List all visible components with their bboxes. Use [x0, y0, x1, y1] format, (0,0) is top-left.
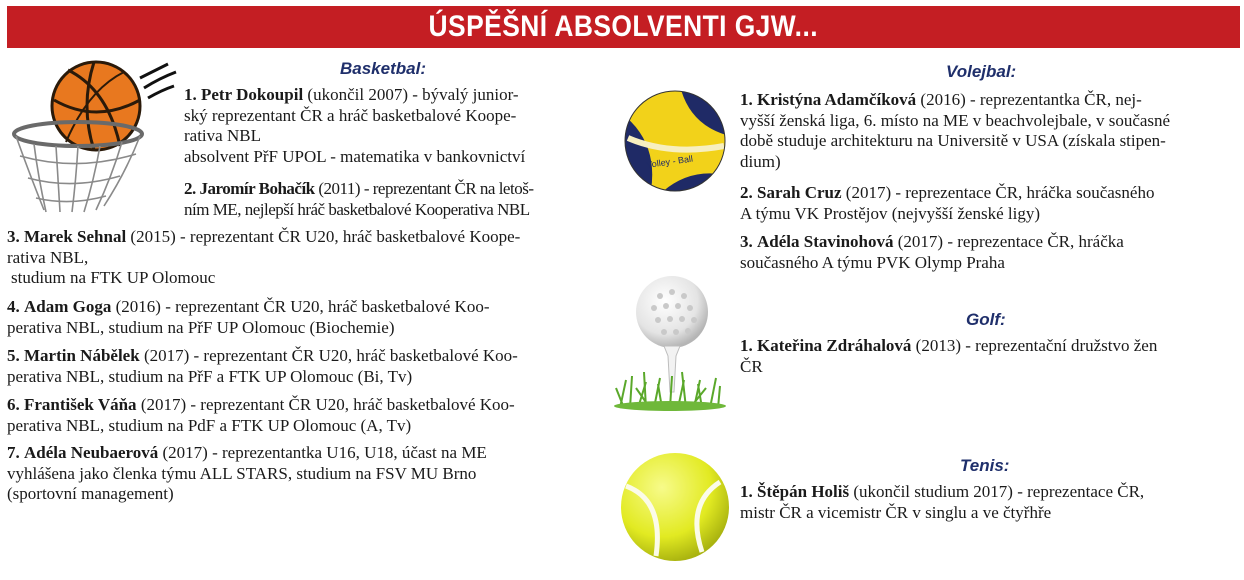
entry-text: rativa NBL — [184, 126, 261, 145]
section-heading-tenis: Tenis: — [960, 456, 1010, 475]
entry-text: mistr ČR a vicemistr ČR v singlu a ve čtyřhře — [740, 502, 1052, 522]
basketbal-entry-6 — [7, 395, 599, 436]
entry-name: Kateřina Zdráhalová — [757, 336, 912, 355]
entry-number: 6. — [7, 395, 20, 414]
entry-text: (2017) - reprezentant ČR U20, hráč basketbalové Koo- — [143, 346, 518, 365]
entry-number: 1. — [740, 482, 753, 501]
entry-text: ČR — [740, 356, 763, 376]
entry-number: 4. — [7, 297, 20, 316]
entry-text: vyhlášena jako členka týmu ALL STARS, studium na FSV MU Brno — [7, 463, 477, 483]
entry-text: ský reprezentant ČR a hráč basketbalové Koope- — [184, 105, 517, 125]
entry-text: perativa NBL, studium na PřF a FTK UP Olomouc (Bi, Tv) — [7, 366, 413, 386]
entry-name: Petr Dokoupil — [201, 85, 304, 104]
volejbal-entry-3 — [740, 232, 1238, 273]
entry-text: studium na FTK UP Olomouc — [11, 268, 216, 287]
volejbal-entry-1 — [740, 90, 1238, 172]
basketbal-entry-7 — [7, 443, 599, 505]
entry-text: (ukončil studium 2017) - reprezentace ČR, — [853, 482, 1145, 501]
tenis-entry-1 — [740, 482, 1238, 523]
entry-text: (sportovní management) — [7, 484, 174, 503]
entry-text: perativa NBL, studium na PřF UP Olomouc (Biochemie) — [7, 317, 395, 337]
volejbal-entry-2 — [740, 183, 1238, 224]
entry-text: (2016) - reprezentant ČR U20, hráč basketbalové Koo- — [115, 297, 490, 316]
entry-name: Adam Goga — [24, 297, 112, 316]
entry-text: (2011) - reprezentant ČR na letoš- — [318, 179, 534, 198]
entry-text: rativa NBL, — [7, 247, 89, 267]
basketbal-entry-1 — [184, 85, 598, 167]
section-heading-basketbal: Basketbal: — [340, 59, 426, 78]
section-heading-golf: Golf: — [966, 310, 1006, 329]
basketball-hoop-icon — [8, 60, 188, 220]
basketbal-entry-2 — [184, 179, 598, 220]
basketbal-entry-4 — [7, 297, 599, 338]
golf-ball-on-tee-icon — [610, 272, 730, 412]
entry-text: A týmu VK Prostějov (nejvyšší ženské ligy) — [740, 203, 1040, 223]
entry-name: Marek Sehnal — [24, 227, 127, 246]
entry-number: 2. — [184, 179, 196, 198]
entry-text: absolvent PřF UPOL - matematika v bankovnictví — [184, 146, 526, 166]
entry-text: (2017) - reprezentace ČR, hráčka — [897, 232, 1124, 251]
entry-text: současného A týmu PVK Olymp Praha — [740, 252, 1005, 272]
entry-number: 3. — [740, 232, 753, 251]
volleyball-icon — [620, 86, 730, 196]
entry-text: době studuje architekturu na Universitě v USA (získala stipen- — [740, 131, 1166, 150]
tennis-ball-icon — [616, 448, 734, 566]
volleyball-label: Volley - Ball — [645, 153, 694, 170]
entry-name: Adéla Neubaerová — [24, 443, 159, 462]
entry-text: (2017) - reprezentantka U16, U18, účast na ME — [162, 443, 487, 462]
entry-number: 1. — [740, 90, 753, 109]
entry-text: (ukončil 2007) - bývalý junior- — [307, 85, 519, 104]
basketbal-entry-5 — [7, 346, 599, 387]
entry-name: Sarah Cruz — [757, 183, 842, 202]
entry-text: dium) — [740, 151, 781, 171]
entry-number: 1. — [740, 336, 753, 355]
entry-name: František Váňa — [24, 395, 137, 414]
entry-name: Jaromír Bohačík — [199, 179, 315, 198]
basketbal-entry-3 — [7, 227, 599, 289]
entry-text: vyšší ženská liga, 6. místo na ME v beachvolejbale, v současné — [740, 110, 1171, 130]
entry-text: (2016) - reprezentantka ČR, nej- — [920, 90, 1142, 109]
title-banner — [7, 6, 1240, 48]
entry-name: Kristýna Adamčíková — [757, 90, 917, 109]
entry-number: 5. — [7, 346, 20, 365]
entry-number: 3. — [7, 227, 20, 246]
entry-text: (2017) - reprezentant ČR U20, hráč basketbalové Koo- — [140, 395, 515, 414]
entry-text: ním ME, nejlepší hráč basketbalové Kooperativa NBL — [184, 199, 530, 219]
golf-entry-1 — [740, 336, 1238, 377]
page-title: ÚSPĚŠNÍ ABSOLVENTI GJW... — [428, 10, 819, 43]
entry-number: 1. — [184, 85, 197, 104]
entry-text: (2017) - reprezentace ČR, hráčka současného — [845, 183, 1155, 202]
entry-text: perativa NBL, studium na PdF a FTK UP Olomouc (A, Tv) — [7, 415, 412, 435]
entry-number: 2. — [740, 183, 753, 202]
entry-name: Štěpán Holiš — [757, 482, 850, 501]
entry-number: 7. — [7, 443, 20, 462]
entry-name: Martin Nábělek — [24, 346, 140, 365]
entry-text: (2013) - reprezentační družstvo žen — [915, 336, 1158, 355]
section-heading-volejbal: Volejbal: — [946, 62, 1017, 81]
entry-text: (2015) - reprezentant ČR U20, hráč basketbalové Koope- — [130, 227, 521, 246]
entry-name: Adéla Stavinohová — [757, 232, 894, 251]
